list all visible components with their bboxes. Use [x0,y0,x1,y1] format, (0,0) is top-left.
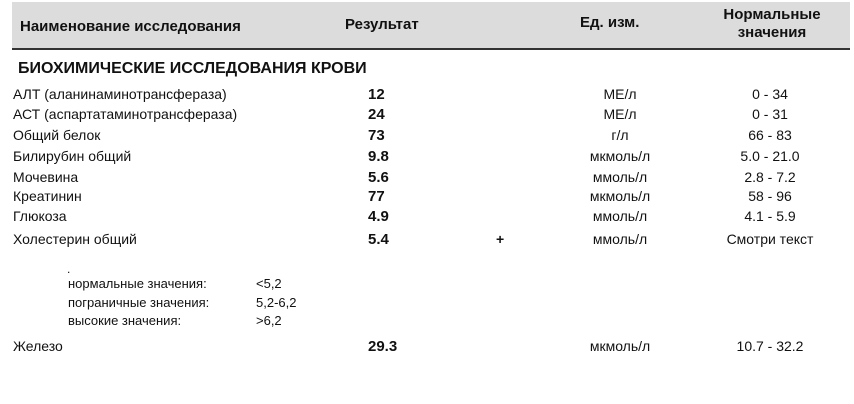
row-name: Билирубин общий [13,148,132,164]
row-result: 73 [368,127,385,144]
table-row-iron [0,338,854,358]
row-unit: ммоль/л [592,231,648,247]
row-result: 24 [368,106,385,123]
row-name: АСТ (аспартатаминотрансфераза) [13,106,238,122]
row-norm: 0 - 34 [752,86,788,102]
row-name: Железо [13,338,63,354]
table-row [0,127,854,147]
note-value: <5,2 [256,276,282,291]
row-result: 5.4 [368,231,389,248]
section-title: БИОХИМИЧЕСКИЕ ИССЛЕДОВАНИЯ КРОВИ [18,60,367,77]
row-norm: 10.7 - 32.2 [736,338,804,354]
row-norm: 5.0 - 21.0 [740,148,800,164]
row-norm: 4.1 - 5.9 [744,208,796,224]
row-unit: мкмоль/л [589,338,651,354]
row-result: 77 [368,188,385,205]
row-unit: ммоль/л [592,169,648,185]
row-result: 5.6 [368,169,389,186]
row-unit: мкмоль/л [589,148,651,164]
note-value: 5,2-6,2 [256,295,297,310]
row-name: Общий белок [13,127,101,143]
note-label: пограничные значения: [68,295,210,310]
row-flag: + [496,231,505,247]
row-norm: 58 - 96 [748,188,792,204]
table-row [0,106,854,126]
note-label: нормальные значения: [68,276,207,291]
row-norm: 2.8 - 7.2 [744,169,796,185]
row-result: 12 [368,86,385,103]
row-unit: МЕ/л [603,86,637,102]
row-norm: Смотри текст [726,231,814,247]
row-unit: ммоль/л [592,208,648,224]
table-header [12,2,850,50]
row-name: АЛТ (аланинаминотрансфераза) [13,86,227,102]
note-dot: . [67,262,71,276]
table-row [0,148,854,168]
table-row [0,86,854,106]
row-name: Мочевина [13,169,79,185]
row-unit: мкмоль/л [589,188,651,204]
row-name: Креатинин [13,188,82,204]
header-norm-line1: Нормальные [723,6,821,23]
row-unit: г/л [611,127,629,143]
row-unit: МЕ/л [603,106,637,122]
header-unit: Ед. изм. [580,14,640,31]
header-result: Результат [345,16,419,33]
header-name: Наименование исследования [20,18,241,35]
table-row [0,169,854,189]
table-row [0,188,854,208]
row-name: Холестерин общий [13,231,137,247]
row-result: 29.3 [368,338,398,355]
note-value: >6,2 [256,313,282,328]
header-norm-line2: значения [737,24,807,41]
table-row [0,208,854,228]
row-result: 4.9 [368,208,389,225]
note-label: высокие значения: [68,313,182,328]
table-row [0,231,854,251]
row-norm: 66 - 83 [748,127,792,143]
row-name: Глюкоза [13,208,67,224]
row-norm: 0 - 31 [752,106,788,122]
header-norm [702,6,842,42]
row-result: 9.8 [368,148,389,165]
